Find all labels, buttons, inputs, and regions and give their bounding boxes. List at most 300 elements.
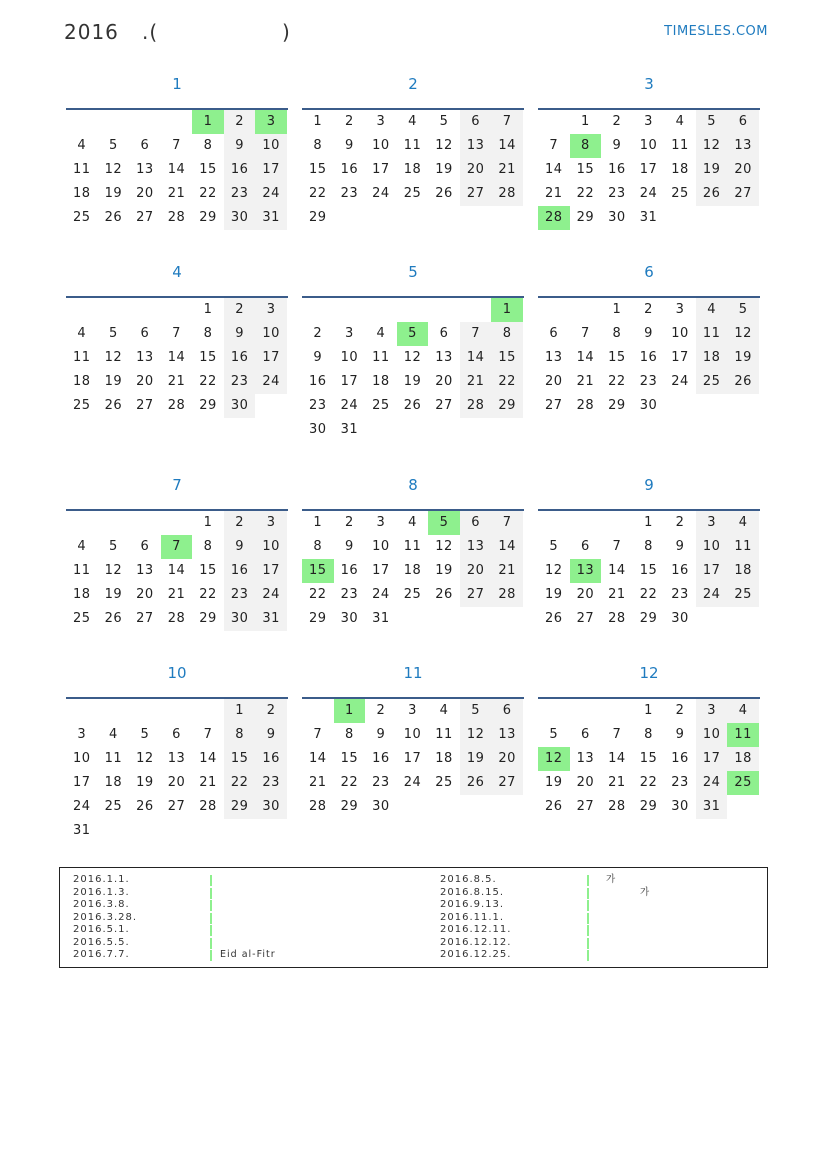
day-cell: 4: [77, 539, 87, 554]
month-grid: [538, 697, 760, 819]
holiday-list: [59, 867, 768, 968]
day-cell: 1: [203, 515, 213, 530]
empty-cell: [601, 511, 633, 535]
day-cell: 21: [491, 158, 523, 182]
day-cell: 1: [203, 302, 213, 317]
day-cell: 2: [675, 703, 685, 718]
day-cell: 13: [576, 751, 595, 766]
day-cell: 11: [372, 350, 390, 365]
day-cell: 16: [340, 563, 359, 578]
day-cell: 19: [104, 587, 123, 602]
day-cell: 6: [140, 539, 150, 554]
holiday-marker: [587, 875, 589, 886]
day-cell: 17: [255, 346, 287, 370]
day-cell: 29: [639, 799, 658, 814]
day-cell: 13: [136, 350, 154, 365]
day-cell: 4: [696, 298, 728, 322]
day-cell: 2: [612, 114, 622, 129]
day-cell: 12: [696, 134, 728, 158]
day-cell: 25: [727, 583, 759, 607]
day-cell: 19: [435, 563, 453, 578]
day-cell: 22: [224, 771, 256, 795]
empty-cell: [460, 298, 492, 322]
day-cell: 22: [199, 374, 217, 389]
day-cell: 17: [403, 751, 422, 766]
empty-cell: [129, 110, 161, 134]
day-cell: 25: [104, 799, 123, 814]
day-cell: 10: [255, 535, 287, 559]
day-cell: 4: [439, 703, 449, 718]
month-3: [538, 74, 760, 225]
month-grid: [66, 509, 288, 631]
day-cell: 12: [403, 350, 422, 365]
day-cell: 2: [344, 114, 354, 129]
day-cell: 26: [104, 398, 123, 413]
holiday-date: 2016.8.5.: [440, 874, 497, 885]
day-cell: 18: [73, 374, 91, 389]
day-cell: 14: [460, 346, 492, 370]
empty-cell: [538, 110, 570, 134]
month-1: [66, 74, 288, 225]
holiday-marker: [210, 925, 212, 936]
empty-cell: [365, 298, 397, 322]
month-grid: [538, 108, 760, 230]
day-cell: 20: [460, 158, 492, 182]
day-cell: 8: [313, 539, 323, 554]
empty-cell: [570, 298, 602, 322]
day-cell: 4: [376, 326, 386, 341]
day-cell: 19: [136, 775, 154, 790]
day-cell: 11: [403, 138, 422, 153]
day-cell: 11: [696, 322, 728, 346]
day-cell: 25: [727, 771, 759, 795]
day-cell: 6: [439, 326, 449, 341]
day-cell: 11: [727, 723, 759, 747]
day-cell: 5: [108, 138, 118, 153]
day-cell: 6: [580, 727, 590, 742]
day-cell: 31: [340, 422, 359, 437]
month-7: [66, 475, 288, 626]
day-cell: 18: [73, 587, 91, 602]
day-cell: 19: [545, 587, 563, 602]
day-cell: 21: [545, 186, 563, 201]
day-cell: 11: [104, 751, 123, 766]
day-cell: 30: [309, 422, 327, 437]
holiday-marker: [587, 900, 589, 911]
month-grid: [66, 697, 288, 843]
day-cell: 17: [372, 162, 390, 177]
holiday-name: 가: [640, 886, 651, 898]
day-cell: 31: [255, 607, 287, 631]
day-cell: 7: [549, 138, 559, 153]
day-cell: 14: [545, 162, 563, 177]
day-cell: 2: [313, 326, 323, 341]
day-cell: 5: [696, 110, 728, 134]
month-grid: [538, 509, 760, 631]
day-cell: 4: [77, 138, 87, 153]
day-cell: 22: [608, 374, 626, 389]
month-name: 7: [172, 476, 182, 494]
holiday-name: 가: [606, 874, 617, 885]
month-name: 10: [167, 664, 187, 682]
day-cell: 8: [203, 138, 213, 153]
day-cell: 10: [255, 134, 287, 158]
day-cell: 19: [460, 747, 492, 771]
month-grid: [302, 296, 524, 442]
day-cell: 10: [372, 138, 390, 153]
holiday-marker: [587, 888, 589, 899]
day-cell: 12: [538, 747, 570, 771]
day-cell: 20: [576, 587, 595, 602]
day-cell: 27: [167, 799, 186, 814]
day-cell: 21: [576, 374, 595, 389]
day-cell: 19: [403, 374, 422, 389]
day-cell: 30: [224, 206, 256, 230]
month-name: 8: [408, 476, 418, 494]
day-cell: 7: [491, 511, 523, 535]
month-grid: [66, 108, 288, 230]
day-cell: 19: [696, 158, 728, 182]
day-cell: 3: [376, 114, 386, 129]
holiday-date: 2016.3.28.: [73, 911, 138, 923]
day-cell: 30: [671, 611, 689, 626]
day-cell: 18: [104, 775, 123, 790]
holiday-date: 2016.9.13.: [440, 899, 505, 910]
month-name: 12: [639, 664, 659, 682]
day-cell: 5: [439, 114, 449, 129]
day-cell: 6: [460, 110, 492, 134]
day-cell: 13: [460, 535, 492, 559]
day-cell: 28: [167, 611, 186, 626]
day-cell: 19: [545, 775, 563, 790]
day-cell: 15: [224, 747, 256, 771]
day-cell: 14: [576, 350, 595, 365]
day-cell: 9: [344, 138, 354, 153]
day-cell: 26: [545, 799, 563, 814]
day-cell: 1: [224, 699, 256, 723]
day-cell: 5: [140, 727, 150, 742]
holiday-date: 2016.12.25.: [440, 949, 512, 960]
day-cell: 9: [675, 727, 685, 742]
day-cell: 12: [727, 322, 759, 346]
day-cell: 12: [545, 563, 563, 578]
day-cell: 5: [397, 322, 429, 346]
day-cell: 13: [570, 559, 602, 583]
empty-cell: [66, 511, 98, 535]
day-cell: 15: [491, 346, 523, 370]
month-12: [538, 663, 760, 814]
holiday-marker: [210, 913, 212, 924]
day-cell: 7: [612, 539, 622, 554]
day-cell: 20: [136, 186, 154, 201]
day-cell: 16: [340, 162, 359, 177]
day-cell: 9: [313, 350, 323, 365]
empty-cell: [302, 298, 334, 322]
day-cell: 6: [727, 110, 759, 134]
day-cell: 22: [309, 186, 327, 201]
day-cell: 16: [224, 158, 256, 182]
holiday-date: 2016.8.15.: [440, 886, 505, 898]
holiday-marker: [210, 875, 212, 886]
day-cell: 27: [576, 799, 595, 814]
day-cell: 26: [136, 799, 154, 814]
day-cell: 4: [408, 114, 417, 129]
day-cell: 27: [576, 611, 595, 626]
day-cell: 16: [309, 374, 327, 389]
day-cell: 1: [644, 515, 653, 530]
empty-cell: [538, 511, 570, 535]
day-cell: 1: [313, 515, 323, 530]
empty-cell: [161, 699, 193, 723]
day-cell: 6: [580, 539, 590, 554]
day-cell: 11: [403, 539, 422, 554]
day-cell: 23: [255, 771, 287, 795]
day-cell: 14: [491, 134, 523, 158]
day-cell: 13: [460, 134, 492, 158]
day-cell: 20: [576, 775, 595, 790]
day-cell: 13: [545, 350, 563, 365]
day-cell: 29: [199, 611, 217, 626]
day-cell: 12: [104, 162, 123, 177]
day-cell: 25: [435, 775, 453, 790]
day-cell: 10: [671, 326, 689, 341]
day-cell: 3: [77, 727, 87, 742]
day-cell: 20: [491, 747, 523, 771]
day-cell: 15: [639, 563, 658, 578]
month-name: 4: [172, 263, 182, 281]
day-cell: 15: [340, 751, 359, 766]
day-cell: 7: [580, 326, 590, 341]
day-cell: 23: [671, 775, 689, 790]
holiday-date: 2016.5.5.: [73, 936, 130, 948]
title-paren-open: .(: [142, 20, 159, 44]
day-cell: 9: [224, 134, 256, 158]
day-cell: 10: [372, 539, 390, 554]
holiday-date: 2016.5.1.: [73, 924, 130, 935]
day-cell: 30: [372, 799, 390, 814]
month-2: [302, 74, 524, 225]
day-cell: 18: [696, 346, 728, 370]
day-cell: 5: [727, 298, 759, 322]
month-name: 11: [403, 664, 423, 682]
day-cell: 10: [73, 751, 91, 766]
day-cell: 20: [460, 559, 492, 583]
day-cell: 28: [460, 394, 492, 418]
day-cell: 20: [545, 374, 563, 389]
day-cell: 28: [491, 182, 523, 206]
day-cell: 17: [340, 374, 359, 389]
day-cell: 25: [671, 186, 689, 201]
day-cell: 28: [576, 398, 595, 413]
day-cell: 6: [172, 727, 181, 742]
day-cell: 29: [199, 210, 217, 225]
day-cell: 22: [199, 186, 217, 201]
day-cell: 29: [608, 398, 626, 413]
day-cell: 29: [639, 611, 658, 626]
day-cell: 28: [199, 799, 217, 814]
month-8: [302, 475, 524, 626]
month-grid: [538, 296, 760, 418]
empty-cell: [161, 298, 193, 322]
day-cell: 7: [203, 727, 213, 742]
day-cell: 27: [460, 583, 492, 607]
day-cell: 14: [608, 751, 626, 766]
day-cell: 22: [639, 775, 658, 790]
empty-cell: [129, 298, 161, 322]
day-cell: 18: [727, 747, 759, 771]
day-cell: 30: [671, 799, 689, 814]
day-cell: 2: [675, 515, 685, 530]
day-cell: 9: [224, 535, 256, 559]
day-cell: 16: [639, 350, 658, 365]
day-cell: 16: [372, 751, 390, 766]
day-cell: 23: [224, 583, 256, 607]
day-cell: 29: [340, 799, 359, 814]
day-cell: 21: [167, 587, 186, 602]
day-cell: 6: [549, 326, 559, 341]
month-name: 2: [408, 75, 418, 93]
day-cell: 10: [403, 727, 422, 742]
title-year: 2016: [64, 20, 119, 44]
day-cell: 16: [224, 559, 256, 583]
day-cell: 1: [313, 114, 323, 129]
day-cell: 21: [167, 186, 186, 201]
day-cell: 24: [671, 374, 689, 389]
day-cell: 2: [376, 703, 386, 718]
month-name: 9: [644, 476, 654, 494]
day-cell: 11: [435, 727, 453, 742]
month-name: 5: [408, 263, 418, 281]
day-cell: 6: [491, 699, 523, 723]
day-cell: 17: [671, 350, 689, 365]
day-cell: 7: [313, 727, 323, 742]
day-cell: 30: [224, 394, 256, 418]
empty-cell: [98, 511, 130, 535]
holiday-marker: [210, 938, 212, 949]
day-cell: 3: [255, 298, 287, 322]
day-cell: 21: [167, 374, 186, 389]
empty-cell: [570, 699, 602, 723]
day-cell: 5: [549, 539, 559, 554]
holiday-date: 2016.3.8.: [73, 899, 130, 910]
day-cell: 13: [136, 563, 154, 578]
day-cell: 7: [172, 326, 181, 341]
day-cell: 27: [435, 398, 453, 413]
day-cell: 15: [608, 350, 626, 365]
day-cell: 26: [545, 611, 563, 626]
month-4: [66, 262, 288, 413]
day-cell: 8: [344, 727, 354, 742]
day-cell: 2: [224, 298, 256, 322]
day-cell: 18: [727, 559, 759, 583]
day-cell: 14: [309, 751, 327, 766]
day-cell: 8: [612, 326, 622, 341]
day-cell: 2: [344, 515, 354, 530]
day-cell: 11: [73, 162, 91, 177]
day-cell: 9: [224, 322, 256, 346]
site-brand[interactable]: TIMESLES.COM: [664, 24, 768, 39]
empty-cell: [397, 298, 429, 322]
day-cell: 11: [671, 138, 689, 153]
day-cell: 3: [644, 114, 653, 129]
day-cell: 25: [696, 370, 728, 394]
empty-cell: [161, 110, 193, 134]
day-cell: 7: [161, 535, 193, 559]
day-cell: 26: [435, 587, 453, 602]
day-cell: 17: [73, 775, 91, 790]
day-cell: 7: [172, 138, 181, 153]
empty-cell: [538, 699, 570, 723]
day-cell: 18: [435, 751, 453, 766]
day-cell: 22: [639, 587, 658, 602]
day-cell: 16: [608, 162, 626, 177]
empty-cell: [129, 511, 161, 535]
holiday-marker: [587, 913, 589, 924]
day-cell: 28: [538, 206, 570, 230]
day-cell: 5: [108, 539, 118, 554]
day-cell: 9: [612, 138, 622, 153]
day-cell: 13: [727, 134, 759, 158]
day-cell: 14: [491, 535, 523, 559]
day-cell: 16: [255, 747, 287, 771]
day-cell: 1: [612, 302, 622, 317]
day-cell: 13: [435, 350, 453, 365]
day-cell: 1: [334, 699, 366, 723]
month-name: 1: [172, 75, 182, 93]
day-cell: 4: [108, 727, 118, 742]
day-cell: 12: [136, 751, 154, 766]
day-cell: 25: [403, 186, 422, 201]
day-cell: 26: [696, 182, 728, 206]
day-cell: 20: [136, 587, 154, 602]
day-cell: 7: [460, 322, 492, 346]
empty-cell: [538, 298, 570, 322]
day-cell: 9: [644, 326, 653, 341]
holiday-date: 2016.12.12.: [440, 936, 512, 948]
day-cell: 27: [136, 398, 154, 413]
day-cell: 23: [639, 374, 658, 389]
day-cell: 28: [167, 210, 186, 225]
month-grid: [302, 509, 524, 631]
day-cell: 24: [372, 587, 390, 602]
empty-cell: [428, 298, 460, 322]
day-cell: 6: [140, 138, 150, 153]
day-cell: 4: [408, 515, 417, 530]
day-cell: 27: [136, 210, 154, 225]
day-cell: 29: [309, 210, 327, 225]
empty-cell: [192, 699, 224, 723]
empty-cell: [98, 298, 130, 322]
day-cell: 24: [255, 583, 287, 607]
day-cell: 30: [224, 607, 256, 631]
day-cell: 22: [340, 775, 359, 790]
day-cell: 3: [344, 326, 354, 341]
day-cell: 4: [675, 114, 685, 129]
month-grid: [66, 296, 288, 418]
day-cell: 31: [639, 210, 658, 225]
holiday-marker: [210, 950, 212, 961]
day-cell: 24: [255, 182, 287, 206]
day-cell: 25: [372, 398, 390, 413]
day-cell: 12: [460, 723, 492, 747]
day-cell: 8: [224, 723, 256, 747]
day-cell: 14: [167, 350, 186, 365]
day-cell: 17: [255, 559, 287, 583]
day-cell: 2: [255, 699, 287, 723]
day-cell: 24: [696, 583, 728, 607]
day-cell: 24: [639, 186, 658, 201]
day-cell: 23: [608, 186, 626, 201]
